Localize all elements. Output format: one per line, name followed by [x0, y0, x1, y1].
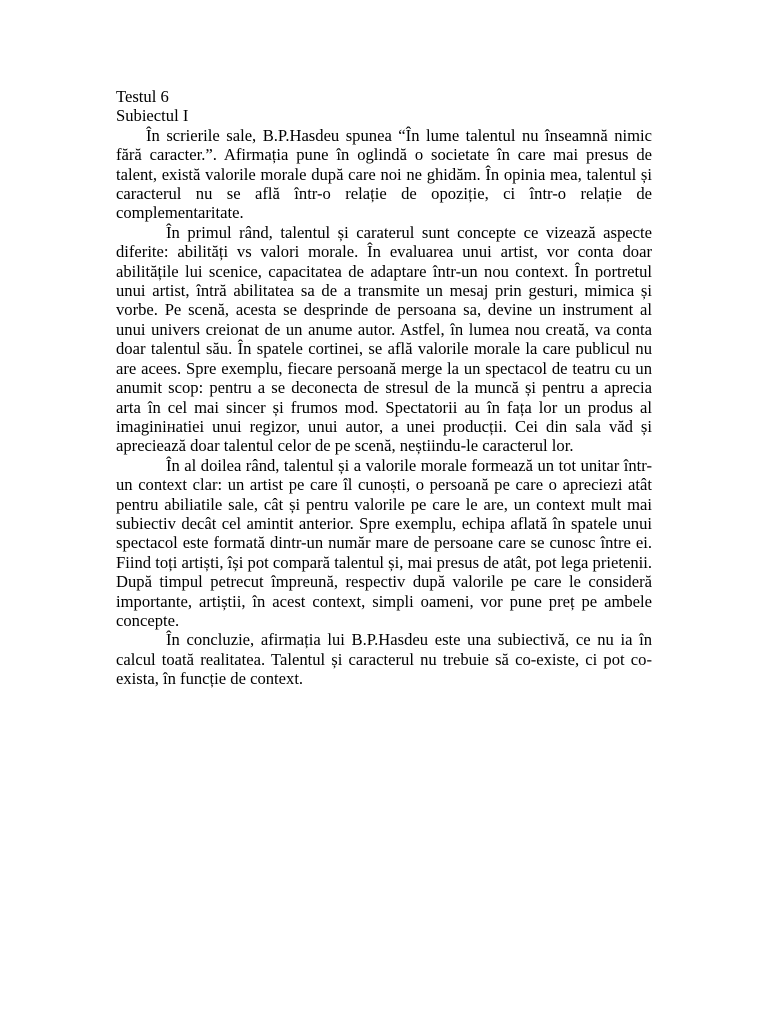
document-title: Testul 6: [116, 87, 169, 106]
document-subtitle: Subiectul I: [116, 106, 189, 126]
document-body: [116, 87, 652, 689]
paragraph-4: În concluzie, afirmația lui B.P.Hasdeu este una subiectivă, ce nu ia în calcul toată realitatea. Talentul și caracterul nu trebuie să co-existe, ci pot co-exista, în funcție de context.: [116, 630, 652, 689]
paragraph-1: În scrierile sale, B.P.Hasdeu spunea “În lume talentul nu înseamnă nimic fără caracter.”. Afirmația pune în oglindă o societate în care mai presus de talent, există valorile morale după care noi ne ghidăm. În opinia mea, talentul și caracterul nu se află într-o relație de opoziție, ci într-o relație de complementaritate.: [116, 125, 652, 223]
paragraph-3: În al doilea rând, talentul și a valorile morale formează un tot unitar într-un context clar: un artist pe care îl cunoști, o persoană pe care o apreciezi atât pentru abiliatile sale, cât și pentru valorile pe care le are, un context mult mai subiectiv decât cel amintit anterior. Spre exemplu, echipa aflată în spatele unui spectacol este formată dintr-un număr mare de persoane care se cunosc între ei. Fiind toți artiști, își pot compară talentul și, mai presus de atât, pot lega prietenii. După timpul petrecut împreună, respectiv după valorile pe care le consideră importante, artiștii, în acest context, simpli oameni, vor pune preț pe ambele concepte.: [116, 455, 652, 630]
paragraph-2: În primul rând, talentul și caraterul sunt concepte ce vizează aspecte diferite: abilități vs valori morale. În evaluarea unui artist, vor conta doar abilitățile lui scenice, capacitatea de adaptare într-un nou context. În portretul unui artist, întră abilitatea sa de a transmite un mesaj prin gesturi, mimica și vorbe. Pe scenă, acesta se desprinde de persoana sa, devine un instrument al unui univers creionat de un anume autor. Astfel, în lumea nou creată, va conta doar talentul său. În spatele cortinei, se află valorile morale la care publicul nu are acees. Spre exemplu, fiecare persoană merge la un spectacol de teatru cu un anumit scop: pentru a se deconecta de stresul de la muncă și pentru a aprecia arta în cel mai sincer și frumos mod. Spectatorii au în fața lor un produs al imaginінatiei unui regizor, unui autor, a unei producții. Cei din sala văd și apreciează doar talentul celor de pe scenă, neștiindu-le caracterul lor.: [116, 222, 652, 456]
